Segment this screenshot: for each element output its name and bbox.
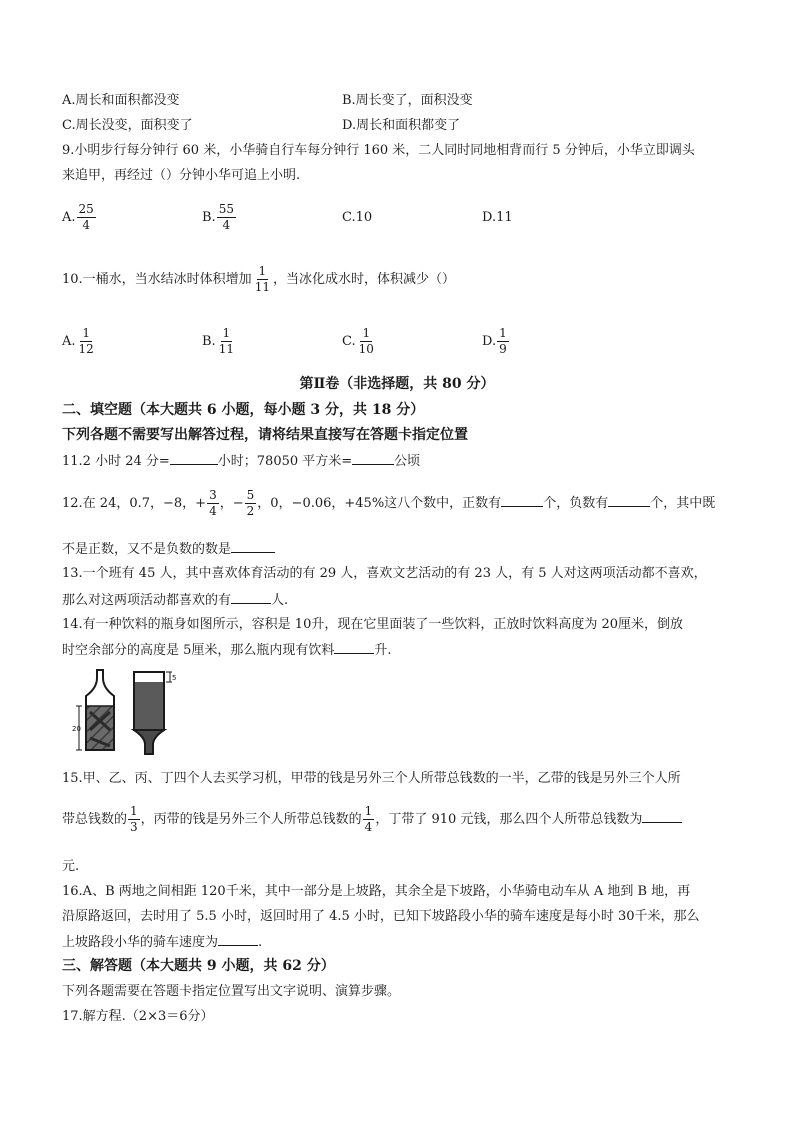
q12-blank-2[interactable] <box>608 494 650 507</box>
q15-stem-line1: 15.甲、乙、丙、丁四个人去买学习机，甲带的钱是另外三个人所带总钱数的一半，乙带的钱是另外三个人所 <box>62 771 681 786</box>
q13-stem-line2: 那么对这两项活动都喜欢的有 人. <box>62 593 289 608</box>
q15-stem-line3: 元. <box>62 859 80 874</box>
section3-heading: 三、解答题（本大题共 9 小题，共 62 分） <box>62 958 335 974</box>
section2-title: 第Ⅱ卷（非选择题，共 80 分） <box>299 376 495 392</box>
q9-stem-line2: 来追甲，再经过（）分钟小华可追上小明. <box>62 168 301 183</box>
q8-option-c: C.周长没变，面积变了 <box>62 118 193 133</box>
label-20: 20 <box>72 725 81 733</box>
q12-stem-line1: 12.在 24，0.7，−8，+ $\frac{3}{4}$ ，− $\frac{5}{2}$ ，0，−0.06，+45%这八个数中，正数有 个，负数有 个，其中既 <box>62 488 716 518</box>
q16-stem-line3: 上坡路段小华的骑车速度为 . <box>62 935 263 950</box>
q12-stem-line2: 不是正数，又不是负数的数是 <box>62 540 275 559</box>
q14-bottle-figure <box>70 668 180 756</box>
inverted-bottle <box>134 672 176 754</box>
height-dimension <box>72 706 82 750</box>
q17-heading: 17.解方程.（2×3＝6分） <box>62 1009 214 1024</box>
q14-blank[interactable] <box>334 641 374 654</box>
q9-option-a: A. $\frac{25}{4}$ <box>62 202 94 232</box>
q16-stem-line2: 沿原路返回，去时用了 5.5 小时，返回时用了 4.5 小时，已知下坡路段小华的骑车速度是每小时 30千米，那么 <box>62 909 700 924</box>
upright-bottle <box>86 670 114 750</box>
q13-blank[interactable] <box>231 591 271 604</box>
section3-instruction: 下列各题需要在答题卡指定位置写出文字说明、演算步骤。 <box>62 984 401 999</box>
q14-stem-line2: 时空余部分的高度是 5厘米，那么瓶内现有饮料 升. <box>62 643 392 658</box>
q8-option-b: B.周长变了，面积没变 <box>342 93 473 108</box>
q16-stem-line1: 16.A、B 两地之间相距 120千米，其中一部分是上坡路，其余全是下坡路，小华骑电动车从 A 地到 B 地，再 <box>62 884 691 899</box>
q10-option-a: A. $\frac{1}{12}$ <box>62 326 94 356</box>
q11-blank-2[interactable] <box>352 452 394 465</box>
q9-option-b: B. $\frac{55}{4}$ <box>202 202 234 232</box>
q10-stem: 10.一桶水，当水结冰时体积增加 $\frac{1}{11}$ ，当冰化成水时，体积减少（） <box>62 264 455 294</box>
section2-heading: 二、填空题（本大题共 6 小题，每小题 3 分，共 18 分） <box>62 402 425 418</box>
q9-option-d: D.11 <box>482 210 513 225</box>
section2-instruction: 下列各题不需要写出解答过程，请将结果直接写在答题卡指定位置 <box>62 427 468 443</box>
q8-option-d: D.周长和面积都变了 <box>342 118 461 133</box>
q14-stem-line1: 14.有一种饮料的瓶身如图所示，容积是 10升，现在它里面装了一些饮料，正放时饮料高度为 20厘米，倒放 <box>62 617 684 632</box>
q11-blank-1[interactable] <box>170 452 218 465</box>
q12-blank-3[interactable] <box>231 540 275 553</box>
q16-blank[interactable] <box>218 933 258 946</box>
label-5: 5 <box>172 674 177 682</box>
q10-option-c: C. $\frac{1}{10}$ <box>342 326 374 356</box>
q9-option-c: C.10 <box>342 210 373 225</box>
q13-stem-line1: 13.一个班有 45 人，其中喜欢体育活动的有 29 人，喜欢文艺活动的有 23 人，有 5 人对这两项活动都不喜欢， <box>62 566 707 581</box>
q8-option-a: A.周长和面积都没变 <box>62 93 180 108</box>
q11: 11.2 小时 24 分= 小时；78050 平方米= 公顷 <box>62 454 421 469</box>
q10-option-b: B. $\frac{1}{11}$ <box>202 326 234 356</box>
q10-option-d: D. $\frac{1}{9}$ <box>482 326 507 356</box>
q15-blank[interactable] <box>642 810 682 823</box>
q9-stem-line1: 9.小明步行每分钟行 60 米，小华骑自行车每分钟行 160 米，二人同时同地相背而行 5 分钟后，小华立即调头 <box>62 143 695 158</box>
q12-blank-1[interactable] <box>501 494 543 507</box>
q15-stem-line2: 带总钱数的 $\frac{1}{3}$ ，丙带的钱是另外三个人所带总钱数的 $\frac{1}{4}$ ，丁带了 910 元钱，那么四个人所带总钱数为 <box>62 804 682 836</box>
